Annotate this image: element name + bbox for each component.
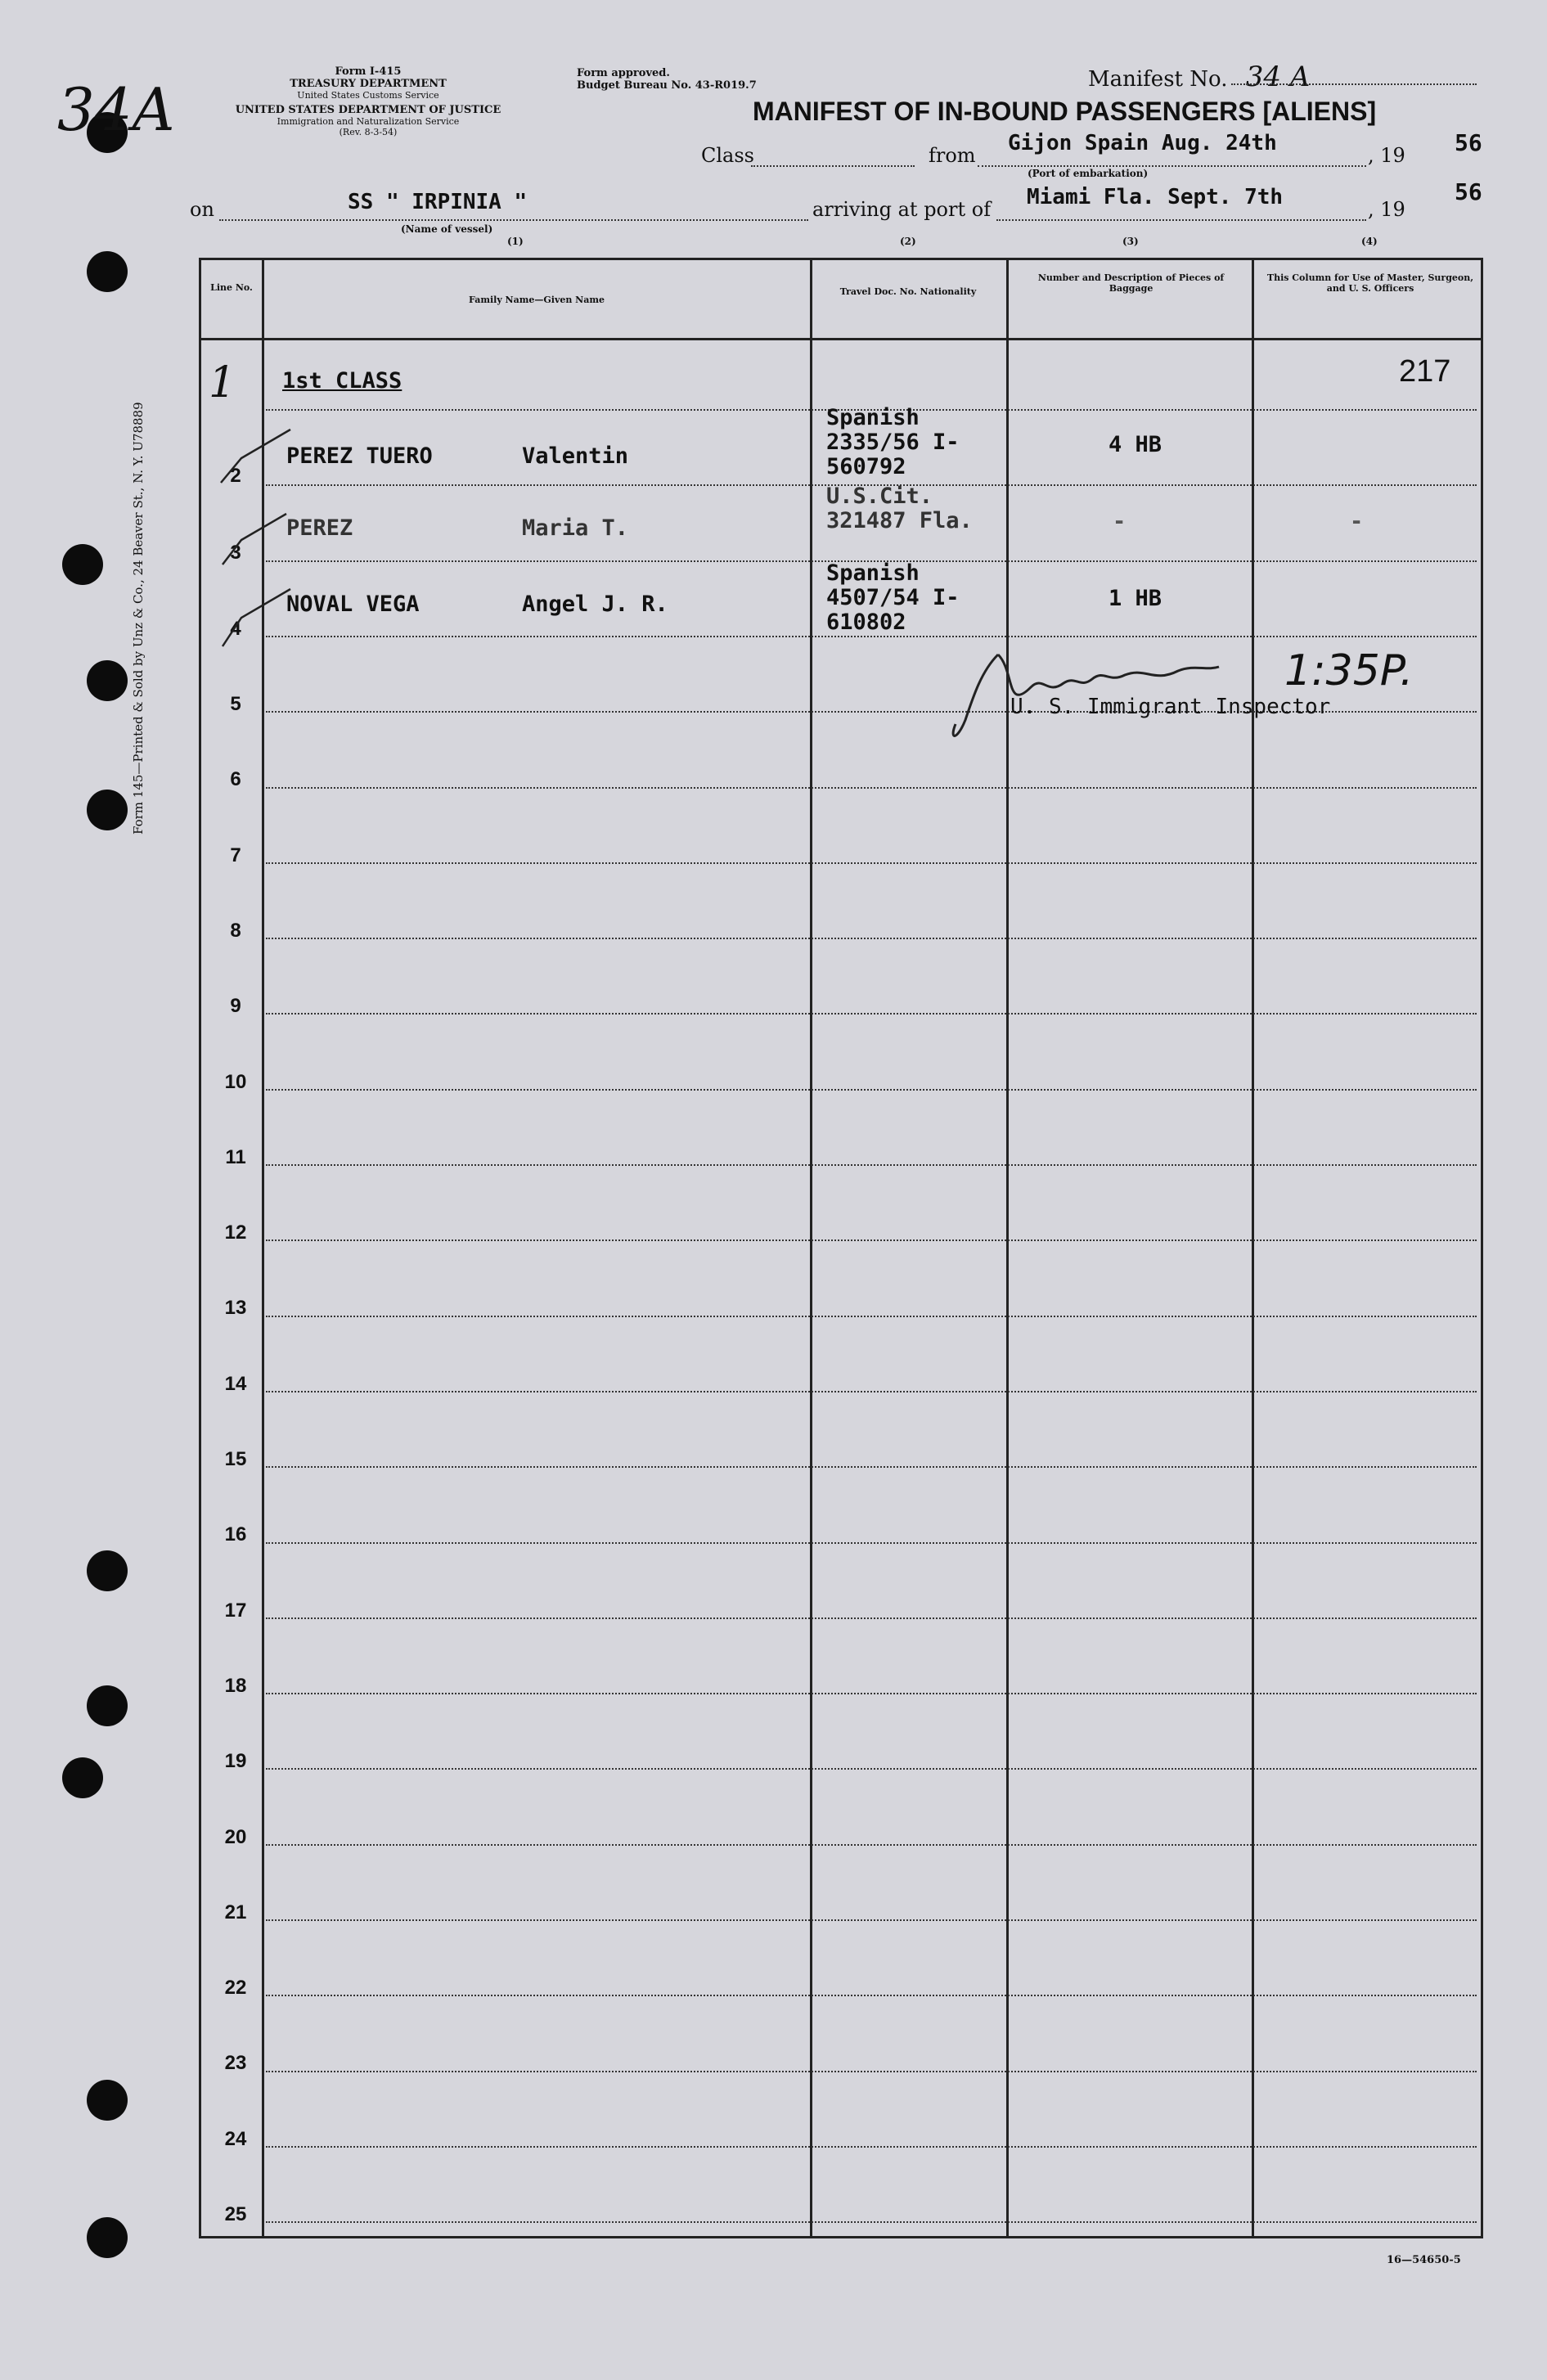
budget-bureau: Budget Bureau No. 43-R019.7 [577, 79, 757, 92]
year-prefix-2: , 19 [1368, 198, 1405, 221]
header-left-block [180, 65, 556, 137]
table-header-border [199, 338, 1483, 340]
header-approval [577, 67, 757, 92]
binder-hole [87, 1550, 128, 1591]
col-num-4: (4) [1361, 236, 1378, 247]
inspector-time: 1:35P. [1284, 646, 1414, 695]
arriving-line [996, 219, 1366, 221]
binder-hole [62, 544, 103, 585]
port-embark-caption: (Port of embarkation) [1028, 168, 1149, 179]
row-line [266, 1013, 1477, 1015]
table-right-border [1481, 258, 1483, 2238]
col-num-1: (1) [507, 236, 524, 247]
row-2-baggage: 4 HB [1109, 432, 1162, 457]
header-name: Family Name—Given Name [469, 295, 605, 305]
row-4-given: Angel J. R. [522, 592, 668, 617]
inspector-title: U. S. Immigrant Inspector [1010, 695, 1331, 719]
row-number: 17 [224, 1599, 247, 1622]
row-number: 21 [224, 1901, 247, 1923]
year-prefix-1: , 19 [1368, 144, 1405, 167]
row-number: 13 [224, 1297, 247, 1320]
col-divider [1006, 258, 1009, 2238]
header-line-no: Line No. [210, 282, 253, 293]
row-3-doc: U.S.Cit. 321487 Fla. [826, 484, 973, 533]
row-line [266, 1089, 1477, 1091]
row-number: 10 [224, 1070, 247, 1093]
row-number: 6 [230, 768, 241, 791]
row-2-doc: Spanish 2335/56 I-560792 [826, 405, 960, 479]
year-1: 56 [1455, 129, 1482, 156]
binder-hole [87, 790, 128, 830]
treasury-dept: TREASURY DEPARTMENT [290, 78, 447, 90]
row-3-baggage: - [1113, 509, 1127, 534]
row-4-family: NOVAL VEGA [286, 592, 420, 617]
col-divider [1252, 258, 1254, 2238]
row-number: 12 [224, 1221, 247, 1244]
row-line [266, 787, 1477, 789]
col-divider [810, 258, 812, 2238]
row-line [266, 862, 1477, 864]
form-approved: Form approved. [577, 67, 670, 79]
year-2: 56 [1455, 178, 1482, 205]
row-line [266, 636, 1477, 637]
vessel-value: SS " IRPINIA " [348, 190, 528, 214]
header-travel-doc: Travel Doc. No. Nationality [839, 286, 977, 297]
row-number: 14 [224, 1372, 247, 1395]
row-number: 16 [224, 1523, 247, 1546]
col-num-3: (3) [1122, 236, 1139, 247]
footer-code: 16—54650-5 [1387, 2254, 1461, 2266]
row-line [266, 2146, 1477, 2148]
row-line [266, 1995, 1477, 1996]
row-3-given: Maria T. [522, 515, 629, 541]
row-4-baggage: 1 HB [1109, 586, 1162, 611]
row-number: 22 [224, 1977, 247, 2000]
row-line [266, 2221, 1477, 2223]
header-baggage: Number and Description of Pieces of Baggage [1037, 272, 1225, 294]
row-line [266, 1391, 1477, 1392]
row-number: 9 [230, 995, 241, 1018]
row-1-officers: 217 [1399, 354, 1451, 389]
from-value: Gijon Spain Aug. 24th [1008, 131, 1277, 155]
vessel-caption: (Name of vessel) [401, 223, 493, 235]
customs-service: United States Customs Service [297, 90, 439, 101]
row-line [266, 1466, 1477, 1468]
binder-hole [87, 2080, 128, 2121]
row-line [266, 2071, 1477, 2072]
binder-hole [62, 1757, 103, 1798]
row-3-family: PEREZ [286, 515, 353, 541]
side-imprint: Form 145—Printed & Sold by Unz & Co., 24 Beaver St., N. Y. U78889 [131, 402, 146, 835]
row-2-family: PEREZ TUERO [286, 443, 433, 469]
row-number: 7 [230, 844, 241, 866]
row-line [266, 1693, 1477, 1694]
row-number: 15 [224, 1448, 247, 1470]
class-line [751, 165, 915, 167]
row-number: 24 [224, 2127, 247, 2150]
ins-service: Immigration and Naturalization Service [277, 116, 460, 127]
row-2-number: 2 [230, 465, 241, 487]
arriving-value: Miami Fla. Sept. 7th [1027, 185, 1284, 209]
row-line [266, 1919, 1477, 1921]
binder-hole [87, 1685, 128, 1726]
manifest-no-line [1231, 83, 1477, 85]
row-number: 20 [224, 1825, 247, 1848]
class-label: Class [701, 144, 754, 167]
table-top-border [199, 258, 1483, 260]
row-line [266, 1316, 1477, 1317]
vessel-line [219, 219, 808, 221]
from-label: from [929, 144, 976, 167]
header-officers: This Column for Use of Master, Surgeon, and U. S. Officers [1266, 272, 1474, 294]
binder-hole [87, 251, 128, 292]
row-line [266, 1844, 1477, 1846]
binder-hole [87, 660, 128, 701]
row-line [266, 1617, 1477, 1619]
row-3-number: 3 [230, 542, 241, 564]
row-4-doc: Spanish 4507/54 I-610802 [826, 560, 960, 635]
check-marks [205, 425, 303, 671]
row-3-officers: - [1350, 509, 1364, 534]
row-number: 18 [224, 1674, 247, 1697]
row-number: 11 [225, 1145, 246, 1168]
row-1-family: 1st CLASS [282, 368, 402, 394]
page-title: MANIFEST OF IN-BOUND PASSENGERS [ALIENS] [753, 97, 1377, 126]
arriving-label: arriving at port of [812, 198, 992, 221]
row-4-number: 4 [230, 618, 241, 640]
row-line [266, 1239, 1477, 1241]
manifest-no-value: 34 A [1245, 61, 1311, 93]
manifest-no-label: Manifest No. [1088, 67, 1228, 92]
table-bottom-border [199, 2236, 1483, 2238]
row-2-given: Valentin [522, 443, 629, 469]
row-line [266, 1164, 1477, 1166]
binder-hole [87, 2217, 128, 2258]
form-revision: (Rev. 8-3-54) [339, 127, 398, 137]
col-num-2: (2) [900, 236, 916, 247]
on-label: on [190, 198, 214, 221]
justice-dept: UNITED STATES DEPARTMENT OF JUSTICE [235, 104, 501, 116]
row-1-number: 1 [209, 358, 236, 407]
row-line [266, 938, 1477, 939]
from-line [978, 165, 1366, 167]
manifest-number [1088, 61, 1310, 93]
table-left-border [199, 258, 201, 2238]
row-number: 23 [224, 2052, 247, 2075]
margin-note: 34A [57, 75, 175, 144]
row-number: 25 [224, 2203, 247, 2225]
row-number: 19 [224, 1750, 247, 1773]
row-number: 8 [230, 919, 241, 942]
row-line [266, 1768, 1477, 1770]
row-line [266, 1542, 1477, 1544]
row-number: 5 [230, 693, 241, 715]
form-number: Form I-415 [335, 65, 402, 78]
